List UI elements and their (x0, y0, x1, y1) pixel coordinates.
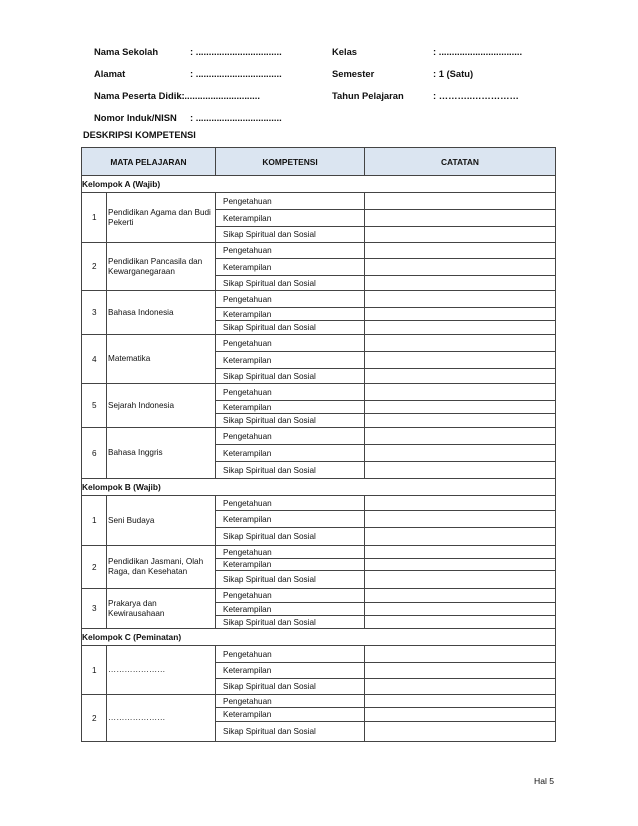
notes-cell[interactable] (365, 401, 556, 414)
table-row (82, 589, 556, 603)
competence-cell: Pengetahuan (216, 291, 365, 308)
student-id-value: : ................................. (190, 112, 282, 123)
subject-name: Bahasa Indonesia (107, 291, 216, 335)
notes-cell[interactable] (365, 227, 556, 243)
notes-cell[interactable] (365, 679, 556, 695)
table-row (82, 546, 556, 559)
group-row (82, 176, 556, 193)
competence-cell: Pengetahuan (216, 335, 365, 352)
notes-cell[interactable] (365, 321, 556, 335)
competence-cell: Pengetahuan (216, 589, 365, 603)
competence-cell: Sikap Spiritual dan Sosial (216, 321, 365, 335)
notes-cell[interactable] (365, 646, 556, 663)
notes-cell[interactable] (365, 335, 556, 352)
competence-cell: Sikap Spiritual dan Sosial (216, 722, 365, 742)
competence-cell: Keterampilan (216, 511, 365, 528)
competence-cell: Sikap Spiritual dan Sosial (216, 369, 365, 384)
academic-year-label: Tahun Pelajaran (332, 90, 404, 101)
competence-cell: Sikap Spiritual dan Sosial (216, 414, 365, 428)
table-row (82, 335, 556, 352)
notes-cell[interactable] (365, 708, 556, 722)
notes-cell[interactable] (365, 511, 556, 528)
table-row (82, 428, 556, 445)
subject-number: 2 (82, 546, 107, 589)
subject-name: Pendidikan Jasmani, Olah Raga, dan Kesehatan (107, 546, 216, 589)
competence-cell: Keterampilan (216, 308, 365, 321)
school-name-value: : ................................. (190, 46, 282, 57)
table-row (82, 695, 556, 708)
competence-cell: Keterampilan (216, 352, 365, 369)
notes-cell[interactable] (365, 291, 556, 308)
notes-cell[interactable] (365, 414, 556, 428)
notes-cell[interactable] (365, 193, 556, 210)
header-subject: MATA PELAJARAN (82, 148, 216, 176)
academic-year-value: : ………..…………… (433, 90, 519, 101)
notes-cell[interactable] (365, 663, 556, 679)
notes-cell[interactable] (365, 369, 556, 384)
competence-cell: Sikap Spiritual dan Sosial (216, 276, 365, 291)
competence-cell: Keterampilan (216, 445, 365, 462)
address-label: Alamat (94, 68, 126, 79)
competence-cell: Pengetahuan (216, 243, 365, 259)
table-row (82, 291, 556, 308)
info-row (94, 90, 534, 112)
subject-number: 1 (82, 193, 107, 243)
competence-cell: Sikap Spiritual dan Sosial (216, 571, 365, 589)
competence-cell: Pengetahuan (216, 384, 365, 401)
competence-cell: Keterampilan (216, 603, 365, 616)
table-row (82, 193, 556, 210)
student-info-block (94, 46, 534, 134)
competence-cell: Pengetahuan (216, 428, 365, 445)
notes-cell[interactable] (365, 428, 556, 445)
table-row (82, 384, 556, 401)
subject-number: 6 (82, 428, 107, 479)
group-row (82, 629, 556, 646)
competence-cell: Pengetahuan (216, 193, 365, 210)
competence-cell: Pengetahuan (216, 496, 365, 511)
notes-cell[interactable] (365, 603, 556, 616)
notes-cell[interactable] (365, 210, 556, 227)
info-row (94, 68, 534, 90)
competence-cell: Sikap Spiritual dan Sosial (216, 679, 365, 695)
notes-cell[interactable] (365, 445, 556, 462)
subject-name: ………………… (107, 646, 216, 695)
subject-name: Seni Budaya (107, 496, 216, 546)
subject-name: Prakarya dan Kewirausahaan (107, 589, 216, 629)
table-row (82, 243, 556, 259)
page-number: Hal 5 (534, 776, 555, 786)
subject-name: ………………… (107, 695, 216, 742)
header-competence: KOMPETENSI (216, 148, 365, 176)
notes-cell[interactable] (365, 571, 556, 589)
subject-number: 1 (82, 646, 107, 695)
school-name-label: Nama Sekolah (94, 46, 159, 57)
notes-cell[interactable] (365, 546, 556, 559)
competence-cell: Keterampilan (216, 663, 365, 679)
notes-cell[interactable] (365, 722, 556, 742)
notes-cell[interactable] (365, 352, 556, 369)
subject-name: Bahasa Inggris (107, 428, 216, 479)
class-label: Kelas (332, 46, 358, 57)
semester-value: : 1 (Satu) (433, 68, 474, 79)
competence-cell: Keterampilan (216, 559, 365, 571)
section-title: DESKRIPSI KOMPETENSI (83, 130, 196, 140)
subject-number: 3 (82, 589, 107, 629)
student-name-value: ................................. (174, 90, 260, 101)
info-row (94, 46, 534, 68)
competence-cell: Sikap Spiritual dan Sosial (216, 227, 365, 243)
student-id-label: Nomor Induk/NISN (94, 112, 177, 123)
group-title: Kelompok B (Wajib) (82, 479, 556, 496)
subject-name: Sejarah Indonesia (107, 384, 216, 428)
group-title: Kelompok A (Wajib) (82, 176, 556, 193)
notes-cell[interactable] (365, 496, 556, 511)
subject-number: 3 (82, 291, 107, 335)
notes-cell[interactable] (365, 243, 556, 259)
competence-cell: Sikap Spiritual dan Sosial (216, 616, 365, 629)
notes-cell[interactable] (365, 559, 556, 571)
competence-cell: Keterampilan (216, 708, 365, 722)
table-row (82, 646, 556, 663)
competence-cell: Pengetahuan (216, 546, 365, 559)
subject-number: 5 (82, 384, 107, 428)
notes-cell[interactable] (365, 259, 556, 276)
class-value: : ................................ (433, 46, 523, 57)
notes-cell[interactable] (365, 695, 556, 708)
student-name-label: Nama Peserta Didik: (94, 90, 185, 101)
competence-cell: Sikap Spiritual dan Sosial (216, 462, 365, 479)
subject-name: Pendidikan Pancasila dan Kewarganegaraan (107, 243, 216, 291)
table-header-row (82, 148, 556, 176)
notes-cell[interactable] (365, 276, 556, 291)
notes-cell[interactable] (365, 528, 556, 546)
subject-number: 2 (82, 243, 107, 291)
competence-table (81, 147, 556, 742)
address-value: : ................................. (190, 68, 282, 79)
table-row (82, 496, 556, 511)
subject-number: 4 (82, 335, 107, 384)
semester-label: Semester (332, 68, 375, 79)
subject-name: Matematika (107, 335, 216, 384)
notes-cell[interactable] (365, 616, 556, 629)
header-notes: CATATAN (365, 148, 556, 176)
subject-name: Pendidikan Agama dan Budi Pekerti (107, 193, 216, 243)
competence-cell: Sikap Spiritual dan Sosial (216, 528, 365, 546)
subject-number: 2 (82, 695, 107, 742)
competence-cell: Keterampilan (216, 401, 365, 414)
notes-cell[interactable] (365, 589, 556, 603)
competence-cell: Pengetahuan (216, 695, 365, 708)
table-body (82, 176, 556, 742)
notes-cell[interactable] (365, 308, 556, 321)
subject-number: 1 (82, 496, 107, 546)
competence-cell: Keterampilan (216, 210, 365, 227)
competence-cell: Keterampilan (216, 259, 365, 276)
group-title: Kelompok C (Peminatan) (82, 629, 556, 646)
competence-cell: Pengetahuan (216, 646, 365, 663)
notes-cell[interactable] (365, 384, 556, 401)
group-row (82, 479, 556, 496)
notes-cell[interactable] (365, 462, 556, 479)
